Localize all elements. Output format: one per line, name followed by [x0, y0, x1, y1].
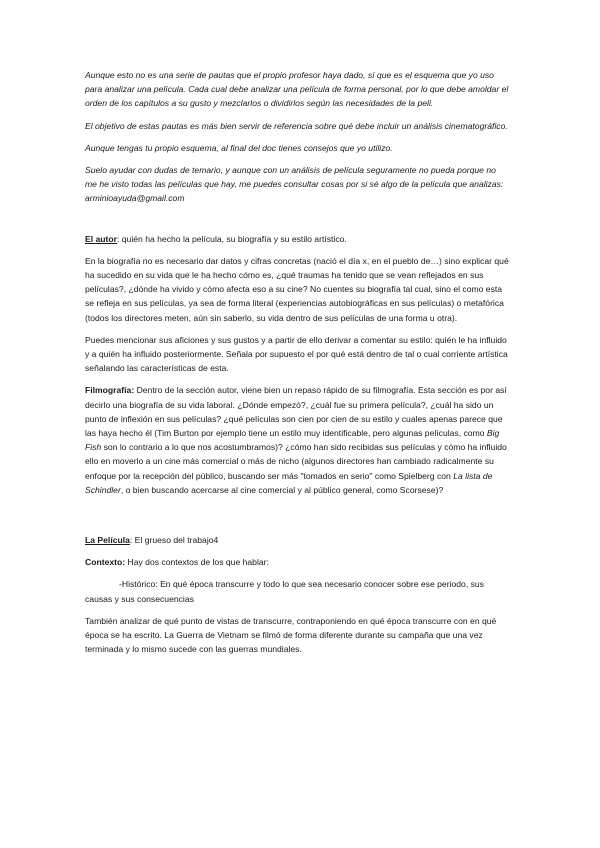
section-pelicula-heading-line	[85, 533, 510, 547]
contexto-text: Hay dos contextos de los que hablar:	[125, 557, 269, 568]
intro-paragraph-4: Suelo ayudar con dudas de temario, y aunque con un análisis de película seguramente no pueda porque no me he visto todas las películas que hay, me puedes consultar cosas por si sé algo de la película que analizas: arminioayuda@gmail.com	[85, 165, 504, 204]
autor-paragraph-2: Puedes mencionar sus aficiones y sus gustos y a partir de ello derivar a comentar su estilo: quién le ha influido y a quién ha influido posteriormente. Señala por supuesto el por qué está dentro de tal o cual corriente artística señalando las características de esta.	[85, 334, 508, 374]
section-autor-heading-line	[85, 232, 510, 246]
historico-text: -Histórico: En qué época transcurre y todo lo que sea necesario conocer sobre ese periodo, sus causas y sus consecuencias	[85, 579, 484, 604]
document-page	[85, 68, 510, 657]
historico-paragraph	[85, 577, 510, 605]
contexto-label: Contexto:	[85, 557, 126, 568]
section-autor-heading-rest: : quién ha hecho la película, su biografía y su estilo artístico.	[117, 233, 347, 244]
filmografia-label: Filmografía:	[85, 385, 135, 396]
autor-paragraph-1: En la biografía no es necesario dar datos y cifras concretas (nació el día x, en el pueblo de…) sino explicar qué ha sucedido en su vida que le ha hecho cómo es, ¿qué traumas ha tenido que se vean reflejados en sus películas?, ¿dónde ha vivido y cómo afecta eso a su cine? No cuentes su biografía tal cual, sino el como esta se refleja en sus películas, ya sea de forma literal (experiencias autobiográficas en sus películas) o metafórica (todos los directores meten, aún sin saberlo, su vida dentro de sus películas de una forma u otra).	[85, 255, 509, 323]
filmografia-text-c: , o bien buscando acercarse al cine comercial y al público general, como Scorsese)?	[120, 484, 444, 495]
section-pelicula-heading-rest: : El grueso del trabajo4	[129, 535, 219, 546]
filmografia-paragraph	[85, 383, 510, 497]
film-title-schindler: La lista de Schindler	[85, 470, 493, 495]
intro-paragraph-2: El objetivo de estas pautas es más bien servir de referencia sobre qué debe incluir un análisis cinematográfico.	[85, 120, 508, 131]
contexto-line	[85, 555, 510, 569]
film-title-big-fish: Big Fish	[85, 428, 500, 453]
section-pelicula-heading: La Película	[85, 535, 130, 546]
filmografia-text-b: son lo contrario a lo que nos acostumbramos)? ¿cómo han sido recibidas sus películas y cómo ha influido ello en moverlo a un cine más comercial o más de nicho (algunos directores han cambiado radicalmente su enfoque por la recepción del público, buscando ser más "tomados en serio" como Spielberg con	[85, 442, 507, 481]
intro-paragraph-3: Aunque tengas tu propio esquema, al final del doc tienes consejos que yo utilizo.	[85, 142, 393, 153]
pelicula-final-paragraph: También analizar de qué punto de vistas de transcurre, contraponiendo en qué época transcurre con en qué época se ha escrito. La Guerra de Vietnam se filmó de forma diferente durante su campaña que una vez terminada y lo mismo sucede con las guerras mundiales.	[85, 615, 497, 655]
filmografia-text-a: Dentro de la sección autor, viene bien un repaso rápido de su filmografía. Esta sección es por así decirlo una biografía de su vida laboral. ¿Dónde empezó?, ¿cuál fue su primera película?, ¿cuál ha sido un punto de inflexión en sus películas? ¿qué películas son cien por cien de su estilo y cuales apenas parece que las haya hecho él (Tim Burton por ejemplo tiene un estilo muy identificable, pero algunas películas, como	[85, 385, 507, 439]
section-autor-heading: El autor	[85, 233, 117, 244]
intro-paragraph-1: Aunque esto no es una serie de pautas que el propio profesor haya dado, sí que es el esquema que yo uso para analizar una película. Cada cual debe analizar una película de forma personal, por lo que debe amoldar el orden de los capítulos a su gusto y mezclarlos o dividirlos según las necesidades de la peli.	[85, 70, 509, 109]
